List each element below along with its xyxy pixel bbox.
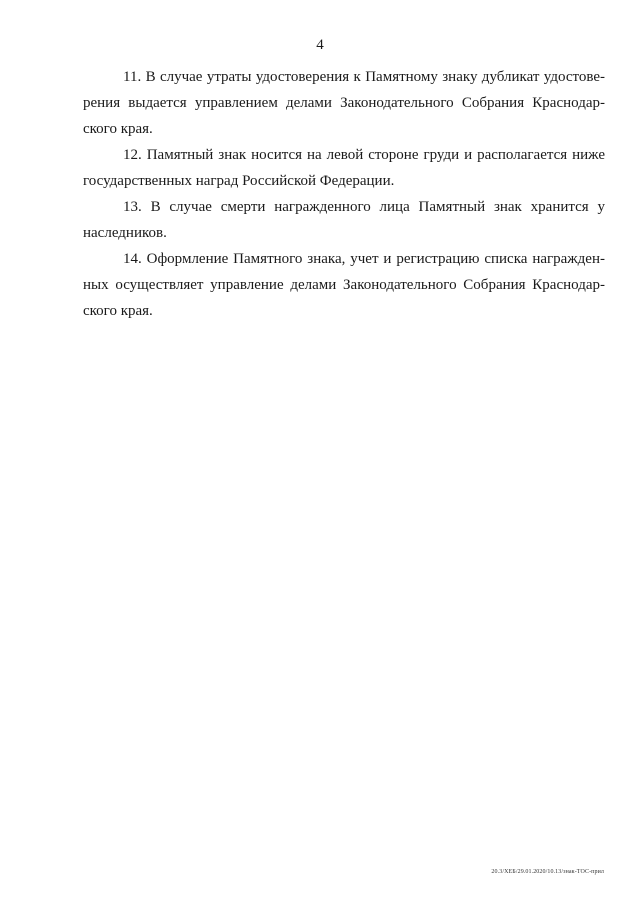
paragraph-line: 12. Памятный знак носится на левой стороне груди и располагается ниже <box>123 147 605 163</box>
paragraph-line: 13. В случае смерти награжденного лица Памятный знак хранится у <box>123 199 605 215</box>
footer-document-code: 20.3/ХЕБ/29.01.2020/10.13/знак-ТОС-прил <box>491 869 604 875</box>
paragraph-line: государственных наград Российской Федерации. <box>83 173 395 189</box>
paragraph-13 <box>83 194 605 246</box>
paragraph-11 <box>83 64 605 142</box>
paragraph-line: рения выдается управлением делами Законодательного Собрания Краснодар- <box>83 95 605 111</box>
paragraph-line: ского края. <box>83 303 153 319</box>
document-body <box>83 64 605 324</box>
paragraph-line: 11. В случае утраты удостоверения к Памятному знаку дубликат удостове- <box>123 69 605 85</box>
paragraph-line: наследников. <box>83 225 167 241</box>
paragraph-line: 14. Оформление Памятного знака, учет и регистрацию списка награжден- <box>123 251 605 267</box>
paragraph-line: ского края. <box>83 121 153 137</box>
page-number: 4 <box>316 37 324 53</box>
paragraph-12 <box>83 142 605 194</box>
paragraph-line: ных осуществляет управление делами Законодательного Собрания Краснодар- <box>83 277 605 293</box>
paragraph-14 <box>83 246 605 324</box>
